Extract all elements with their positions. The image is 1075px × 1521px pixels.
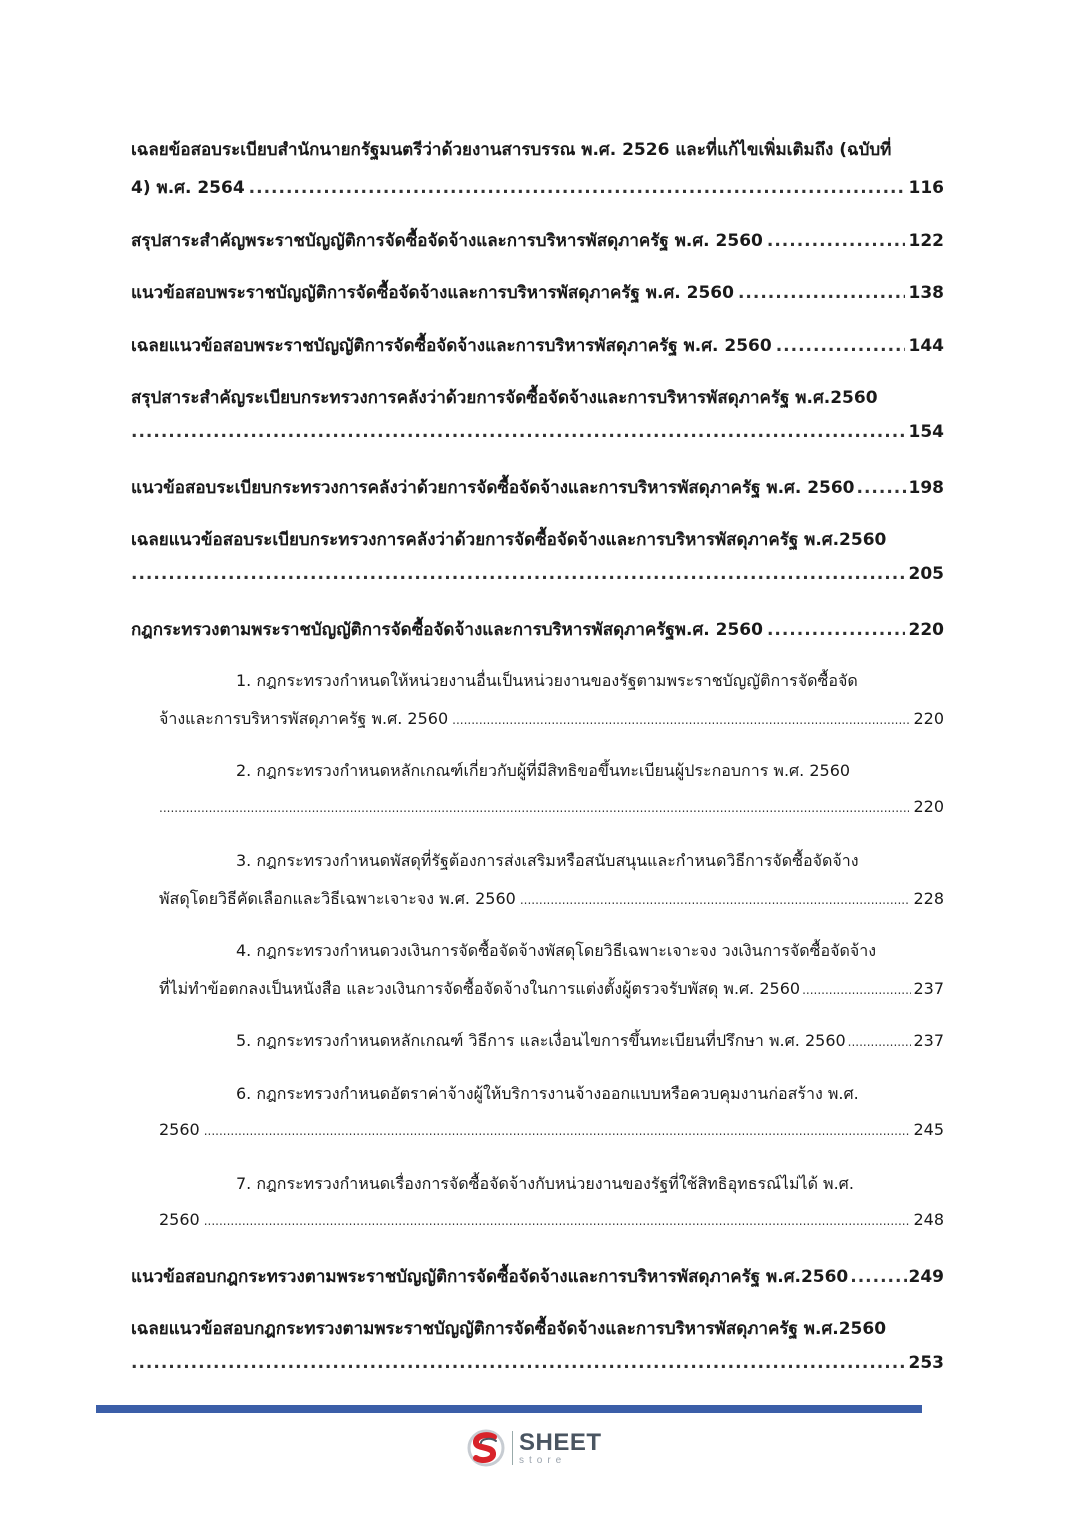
toc-leader-dots — [738, 283, 905, 303]
toc-leader-dots — [131, 564, 905, 584]
toc-leader-dots — [159, 801, 909, 815]
toc-leader-dots — [131, 1353, 905, 1373]
toc-leader-dots — [848, 1035, 912, 1049]
toc-subentry-title-cont: 2560 — [159, 1210, 200, 1229]
toc-leader-dots — [767, 620, 905, 640]
toc-subentry-title: 1. กฎกระทรวงกำหนดให้หน่วยงานอื่นเป็นหน่วยงานของรัฐตามพระราชบัญญัติการจัดซื้อจัด — [236, 671, 858, 690]
toc-page-number: 138 — [908, 283, 944, 303]
toc-leader-dots — [204, 1124, 910, 1138]
toc-subentry-title: 4. กฎกระทรวงกำหนดวงเงินการจัดซื้อจัดจ้างพัสดุโดยวิธีเฉพาะเจาะจง วงเงินการจัดซื้อจัดจ้าง — [236, 941, 877, 960]
logo-word: SHEET — [519, 1428, 602, 1456]
toc-leader-dots — [204, 1214, 910, 1228]
toc-entry-title: เฉลยแนวข้อสอบกฎกระทรวงตามพระราชบัญญัติการจัดซื้อจัดจ้างและการบริหารพัสดุภาครัฐ พ.ศ.2560 — [131, 1319, 887, 1339]
toc-page-number: 220 — [908, 620, 944, 640]
toc-entry-title: แนวข้อสอบกฎกระทรวงตามพระราชบัญญัติการจัดซื้อจัดจ้างและการบริหารพัสดุภาครัฐ พ.ศ.2560 — [131, 1267, 849, 1287]
toc-page-number: 154 — [908, 422, 944, 442]
toc-entry-title: เฉลยข้อสอบระเบียบสำนักนายกรัฐมนตรีว่าด้วยงานสารบรรณ พ.ศ. 2526 และที่แก้ไขเพิ่มเติมถึง (ฉบับที่ — [131, 140, 892, 160]
toc-page-number: 248 — [913, 1210, 944, 1229]
toc-entry-title: แนวข้อสอบพระราชบัญญัติการจัดซื้อจัดจ้างและการบริหารพัสดุภาครัฐ พ.ศ. 2560 — [131, 283, 734, 303]
toc-page-number: 122 — [908, 231, 944, 251]
toc-page-number: 237 — [913, 1031, 944, 1050]
toc-subentry-title: 2. กฎกระทรวงกำหนดหลักเกณฑ์เกี่ยวกับผู้ที่มีสิทธิขอขึ้นทะเบียนผู้ประกอบการ พ.ศ. 2560 — [236, 761, 851, 780]
toc-leader-dots — [520, 893, 910, 907]
toc-page-number: 220 — [913, 709, 944, 728]
toc-entry-title: สรุปสาระสำคัญระเบียบกระทรวงการคลังว่าด้วยการจัดซื้อจัดจ้างและการบริหารพัสดุภาครัฐ พ.ศ.2560 — [131, 388, 878, 408]
toc-subentry-title: 7. กฎกระทรวงกำหนดเรื่องการจัดซื้อจัดจ้างกับหน่วยงานของรัฐที่ใช้สิทธิอุทธรณ์ไม่ได้ พ.ศ. — [236, 1174, 854, 1193]
toc-page-number: 205 — [908, 564, 944, 584]
toc-leader-dots — [767, 231, 905, 251]
toc-page-number: 228 — [913, 889, 944, 908]
toc-leader-dots — [850, 1267, 906, 1287]
sheet-store-logo — [466, 1427, 616, 1469]
toc-leader-dots — [802, 983, 911, 997]
toc-page-number: 220 — [913, 797, 944, 816]
toc-subentry-title-cont: ที่ไม่ทำข้อตกลงเป็นหนังสือ และวงเงินการจัดซื้อจัดจ้างในการแต่งตั้งผู้ตรวจรับพัสดุ พ.ศ. 2560 — [159, 979, 801, 998]
toc-page-number: 249 — [908, 1267, 944, 1287]
logo-text — [519, 1428, 602, 1466]
toc-leader-dots — [249, 178, 905, 198]
toc-subentry-title: 6. กฎกระทรวงกำหนดอัตราค่าจ้างผู้ให้บริการงานจ้างออกแบบหรือควบคุมงานก่อสร้าง พ.ศ. — [236, 1084, 859, 1103]
toc-entry-title: เฉลยแนวข้อสอบพระราชบัญญัติการจัดซื้อจัดจ้างและการบริหารพัสดุภาครัฐ พ.ศ. 2560 — [131, 336, 772, 356]
toc-subentry-title-cont: จ้างและการบริหารพัสดุภาครัฐ พ.ศ. 2560 — [159, 709, 449, 728]
toc-page-number: 253 — [908, 1353, 944, 1373]
toc-entry-title: กฎกระทรวงตามพระราชบัญญัติการจัดซื้อจัดจ้างและการบริหารพัสดุภาครัฐพ.ศ. 2560 — [131, 620, 763, 640]
toc-page-number: 116 — [908, 178, 944, 198]
toc-leader-dots — [776, 336, 905, 356]
toc-subentry-title-cont: พัสดุโดยวิธีคัดเลือกและวิธีเฉพาะเจาะจง พ.ศ. 2560 — [159, 889, 516, 908]
toc-entry-title: แนวข้อสอบระเบียบกระทรวงการคลังว่าด้วยการจัดซื้อจัดจ้างและการบริหารพัสดุภาครัฐ พ.ศ. 2560 — [131, 478, 855, 498]
toc-page-number: 144 — [908, 336, 944, 356]
toc-subentry-title: 5. กฎกระทรวงกำหนดหลักเกณฑ์ วิธีการ และเงื่อนไขการขึ้นทะเบียนที่ปรึกษา พ.ศ. 2560 — [236, 1031, 846, 1050]
toc-subentry-title: 3. กฎกระทรวงกำหนดพัสดุที่รัฐต้องการส่งเสริมหรือสนับสนุนและกำหนดวิธีการจัดซื้อจัดจ้าง — [236, 851, 859, 870]
toc-leader-dots — [857, 478, 907, 498]
sheet-logo-icon — [466, 1428, 506, 1468]
logo-subword: store — [519, 1454, 567, 1466]
toc-entry-title: เฉลยแนวข้อสอบระเบียบกระทรวงการคลังว่าด้วยการจัดซื้อจัดจ้างและการบริหารพัสดุภาครัฐ พ.ศ.2560 — [131, 530, 887, 550]
footer-divider — [96, 1405, 922, 1413]
logo-separator — [512, 1431, 513, 1465]
toc-entry-title-cont: 4) พ.ศ. 2564 — [131, 178, 245, 198]
toc-leader-dots — [131, 422, 905, 442]
toc-entry-title: สรุปสาระสำคัญพระราชบัญญัติการจัดซื้อจัดจ้างและการบริหารพัสดุภาครัฐ พ.ศ. 2560 — [131, 231, 763, 251]
toc-page-number: 198 — [908, 478, 944, 498]
toc-subentry-title-cont: 2560 — [159, 1120, 200, 1139]
toc-page-number: 237 — [913, 979, 944, 998]
toc-leader-dots — [452, 713, 909, 727]
toc-page-number: 245 — [913, 1120, 944, 1139]
